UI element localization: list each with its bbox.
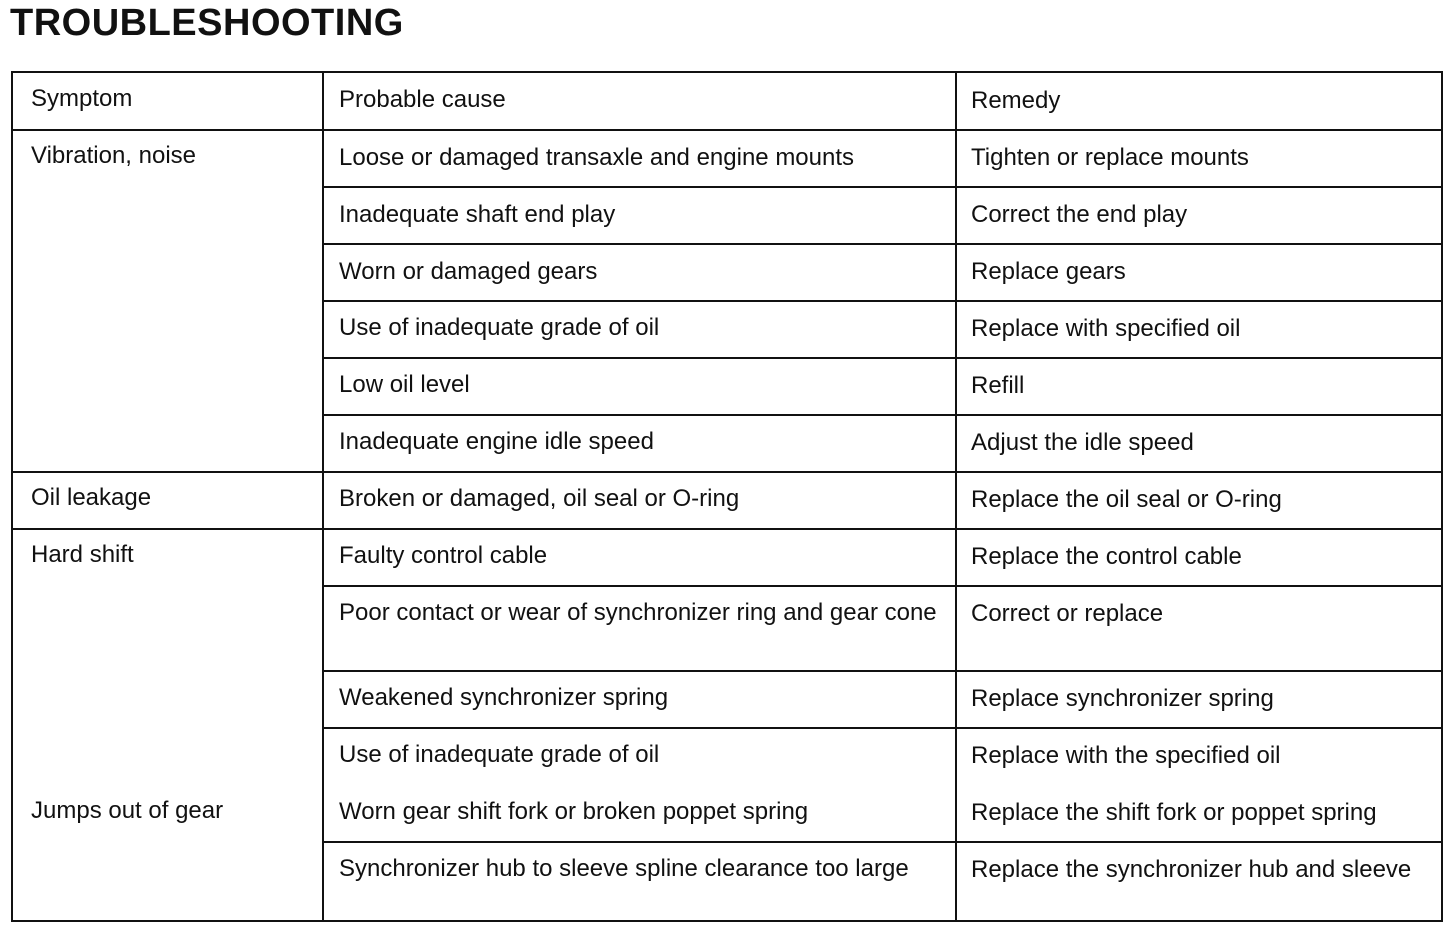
row-divider: [322, 727, 1441, 729]
symptom-vibration-noise: Vibration, noise: [31, 142, 196, 169]
cause-cell: Broken or damaged, oil seal or O-ring: [339, 485, 740, 512]
cause-cell: Worn gear shift fork or broken poppet spring: [339, 798, 809, 825]
row-divider: [322, 243, 1441, 245]
cause-cell: Use of inadequate grade of oil: [339, 741, 660, 768]
remedy-cell: Refill: [971, 372, 1025, 399]
page-title: TROUBLESHOOTING: [10, 2, 404, 44]
remedy-cell: Replace the synchronizer hub and sleeve: [971, 856, 1412, 883]
row-divider: [322, 414, 1441, 416]
symptom-hard-shift: Hard shift: [31, 541, 134, 568]
remedy-cell: Replace gears: [971, 258, 1126, 285]
remedy-cell: Tighten or replace mounts: [971, 144, 1249, 171]
cause-cell: Inadequate engine idle speed: [339, 428, 654, 455]
header-probable-cause: Probable cause: [339, 86, 506, 113]
cause-cell: Use of inadequate grade of oil: [339, 314, 660, 341]
row-divider: [13, 129, 1441, 131]
row-divider: [322, 300, 1441, 302]
symptom-oil-leakage: Oil leakage: [31, 484, 152, 511]
remedy-cell: Replace synchronizer spring: [971, 685, 1274, 712]
column-divider: [322, 73, 324, 920]
remedy-cell: Replace with the specified oil: [971, 742, 1281, 769]
cause-cell: Poor contact or wear of synchronizer ring and gear cone: [339, 599, 937, 626]
cause-cell: Inadequate shaft end play: [339, 201, 616, 228]
header-symptom: Symptom: [31, 85, 133, 112]
cause-cell: Faulty control cable: [339, 542, 548, 569]
row-divider: [322, 670, 1441, 672]
remedy-cell: Replace the oil seal or O-ring: [971, 486, 1282, 513]
remedy-cell: Replace with specified oil: [971, 315, 1241, 342]
remedy-cell: Adjust the idle speed: [971, 429, 1194, 456]
cause-cell: Synchronizer hub to sleeve spline clearance too large: [339, 855, 909, 882]
row-divider: [322, 841, 1441, 843]
row-divider: [322, 585, 1441, 587]
cause-cell: Weakened synchronizer spring: [339, 684, 669, 711]
remedy-cell: Correct or replace: [971, 600, 1164, 627]
remedy-cell: Replace the shift fork or poppet spring: [971, 799, 1377, 826]
row-divider: [13, 471, 1441, 473]
column-divider: [955, 73, 957, 920]
remedy-cell: Replace the control cable: [971, 543, 1242, 570]
symptom-jumps-out-of-gear: Jumps out of gear: [31, 797, 224, 824]
troubleshooting-table: [11, 71, 1443, 922]
remedy-cell: Correct the end play: [971, 201, 1188, 228]
row-divider: [322, 186, 1441, 188]
cause-cell: Worn or damaged gears: [339, 258, 598, 285]
row-divider: [322, 357, 1441, 359]
cause-cell: Loose or damaged transaxle and engine mounts: [339, 144, 855, 171]
cause-cell: Low oil level: [339, 371, 470, 398]
header-remedy: Remedy: [971, 87, 1061, 114]
row-divider: [13, 528, 1441, 530]
